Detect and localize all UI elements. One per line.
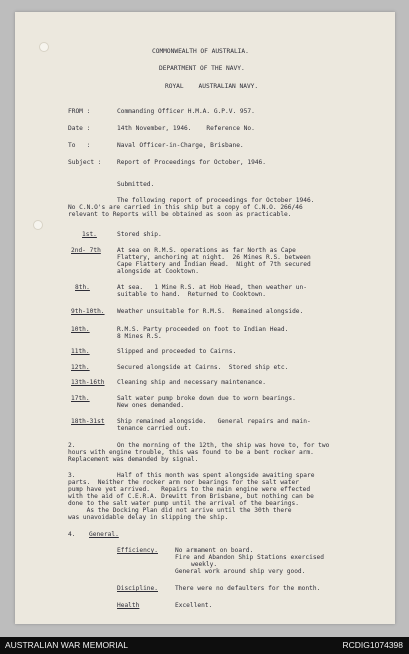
para3-line: As the Docking Plan did not arrive until the 30th there	[68, 507, 292, 514]
footer-record-id: RCDIG1074398	[342, 640, 403, 650]
entry-date: 1st.	[82, 231, 97, 238]
entry-date: 8th.	[75, 284, 90, 291]
health-text: Excellent.	[175, 602, 213, 609]
entry-text: Flattery, anchoring at night. 26 Mines R.S. between	[117, 254, 311, 261]
punch-hole	[33, 220, 43, 230]
header-line-3: ROYAL AUSTRALIAN NAVY.	[165, 83, 259, 90]
efficiency-line: Fire and Abandon Ship Stations exercised	[175, 554, 325, 561]
from-value: Commanding Officer H.M.A. G.P.V. 957.	[117, 108, 255, 115]
date-value: 14th November, 1946. Reference No.	[117, 125, 255, 132]
entry-text: alongside at Cooktown.	[117, 268, 199, 275]
date-label: Date :	[68, 125, 91, 132]
entry-date: 13th-16th	[71, 379, 105, 386]
entry-date: 2nd- 7th	[71, 247, 101, 254]
para3-line: with the aid of C.E.R.A. Drewitt from Brisbane, but nothing can be	[68, 493, 314, 500]
entry-text: At sea on R.M.S. operations as far North as Cape	[117, 247, 296, 254]
efficiency-label: Efficiency.	[117, 547, 158, 554]
para3-line: Half of this month was spent alongside awaiting spare	[117, 472, 315, 479]
para3-number: 3.	[68, 472, 76, 479]
entry-date: 12th.	[71, 364, 90, 371]
intro-line: The following report of proceedings for October 1946.	[117, 197, 315, 204]
entry-date: 10th.	[71, 326, 90, 333]
entry-text: Slipped and proceeded to Cairns.	[117, 348, 237, 355]
intro-line: No C.N.O's are carried in this ship but a copy of C.N.O. 266/46	[68, 204, 303, 211]
entry-date: 9th-10th.	[71, 308, 105, 315]
to-label: To :	[68, 142, 91, 149]
subject-value: Report of Proceedings for October, 1946.	[117, 159, 267, 166]
entry-text: Stored ship.	[117, 231, 162, 238]
entry-text: 8 Mines R.S.	[117, 333, 162, 340]
from-label: FROM :	[68, 108, 91, 115]
intro-line: relevant to Reports will be obtained as soon as practicable.	[68, 211, 292, 218]
entry-text: Salt water pump broke down due to worn bearings.	[117, 395, 296, 402]
punch-hole	[39, 42, 49, 52]
para3-line: pump have yet arrived. Repairs to the main engine were effected	[68, 486, 311, 493]
para2-line: On the morning of the 12th, the ship was hove to, for two	[117, 442, 330, 449]
entry-text: R.M.S. Party proceeded on foot to Indian Head.	[117, 326, 289, 333]
efficiency-line: General work around ship very good.	[175, 568, 306, 575]
subject-label: Subject :	[68, 159, 102, 166]
para3-line: was unavoidable delay in slipping the ship.	[68, 514, 229, 521]
entry-date: 18th-31st	[71, 418, 105, 425]
footer-source: AUSTRALIAN WAR MEMORIAL	[5, 640, 128, 650]
para3-line: done to the salt water pump until the arrival of the bearings.	[68, 500, 299, 507]
para4-number: 4.	[68, 531, 76, 538]
efficiency-line: weekly.	[191, 561, 218, 568]
entry-date: 11th.	[71, 348, 90, 355]
entry-text: Secured alongside at Cairns. Stored ship etc.	[117, 364, 289, 371]
health-label: Health	[117, 602, 140, 609]
para4-heading: General.	[89, 531, 119, 538]
header-line-1: COMMONWEALTH OF AUSTRALIA.	[152, 48, 249, 55]
para3-line: parts. Neither the rocker arm nor bearings for the salt water	[68, 479, 299, 486]
discipline-text: There were no defaulters for the month.	[175, 585, 321, 592]
para2-line: hours with engine trouble, this was found to be a bent rocker arm.	[68, 449, 314, 456]
para2-line: Replacement was demanded by signal.	[68, 456, 199, 463]
entry-text: suitable to hand. Returned to Cooktown.	[117, 291, 267, 298]
entry-text: At sea. 1 Mine R.S. at Hob Head, then weather un-	[117, 284, 307, 291]
entry-text: Cape Flattery and Indian Head. Night of 7th secured	[117, 261, 311, 268]
entry-text: Cleaning ship and necessary maintenance.	[117, 379, 267, 386]
header-line-2: DEPARTMENT OF THE NAVY.	[159, 65, 245, 72]
entry-date: 17th.	[71, 395, 90, 402]
para2-number: 2.	[68, 442, 76, 449]
discipline-label: Discipline.	[117, 585, 158, 592]
document-page	[15, 12, 395, 624]
to-value: Naval Officer-in-Charge, Brisbane.	[117, 142, 244, 149]
entry-text: Weather unsuitable for R.M.S. Remained alongside.	[117, 308, 304, 315]
submitted-text: Submitted.	[117, 181, 155, 188]
efficiency-line: No armament on board.	[175, 547, 254, 554]
archive-footer	[0, 637, 409, 654]
entry-text: Ship remained alongside. General repairs and main-	[117, 418, 311, 425]
entry-text: New ones demanded.	[117, 402, 185, 409]
entry-text: tenance carried out.	[117, 425, 192, 432]
